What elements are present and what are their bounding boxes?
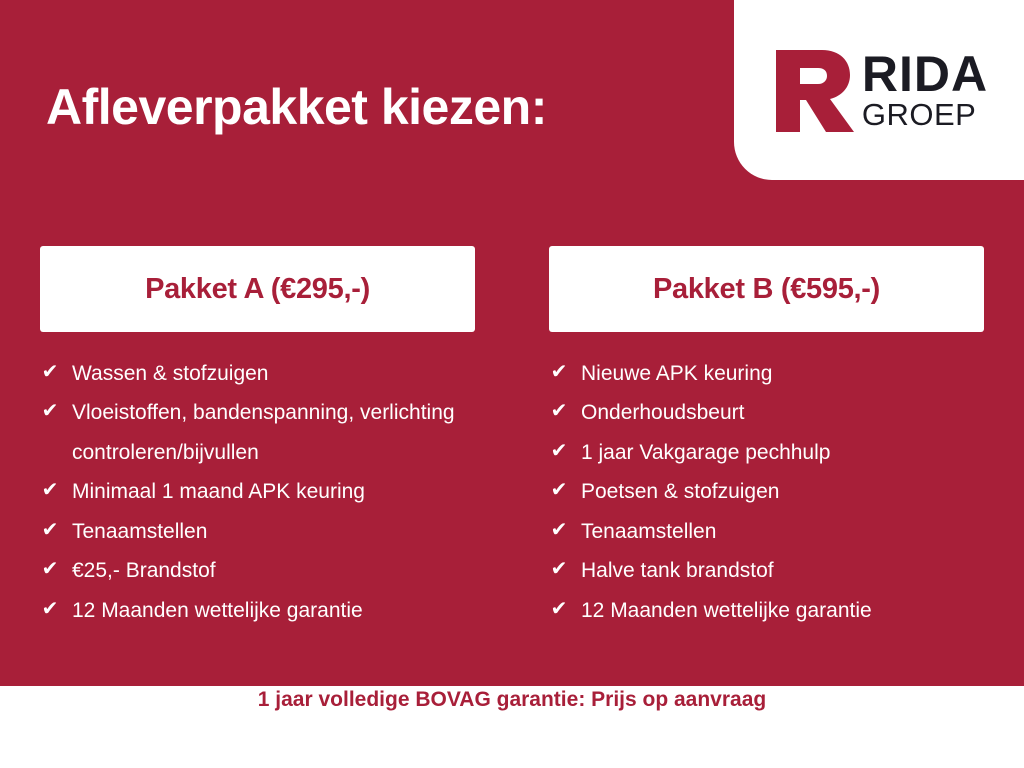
- package-card-a: [40, 246, 475, 630]
- check-icon: ✔: [550, 439, 568, 462]
- brand-logo: [734, 0, 1024, 180]
- list-item: [40, 512, 475, 551]
- package-b-feature-list: [549, 354, 984, 630]
- check-icon: ✔: [41, 361, 59, 383]
- package-a-title: Pakket A (€295,-): [145, 272, 370, 305]
- list-item: [549, 393, 984, 432]
- packages-container: [40, 246, 984, 630]
- list-item: [549, 591, 984, 630]
- list-item: [549, 354, 984, 393]
- list-item-label: €25,- Brandstof: [72, 559, 216, 583]
- package-card-b: [549, 246, 984, 630]
- check-icon: ✔: [41, 400, 59, 423]
- package-a-feature-list: [40, 354, 475, 630]
- list-item: [40, 354, 475, 393]
- brand-name-secondary: GROEP: [861, 97, 977, 133]
- brand-name-primary: RIDA: [861, 45, 989, 102]
- package-a-header: [40, 246, 475, 332]
- list-item: [549, 512, 984, 551]
- check-icon: ✔: [550, 400, 568, 423]
- list-item-label: 12 Maanden wettelijke garantie: [72, 598, 363, 622]
- list-item: [549, 433, 984, 472]
- list-item-label: 12 Maanden wettelijke garantie: [581, 598, 872, 622]
- check-icon: ✔: [550, 518, 568, 541]
- list-item-label: Onderhoudsbeurt: [581, 401, 745, 425]
- check-icon: ✔: [41, 558, 59, 581]
- list-item-label: Minimaal 1 maand APK keuring: [72, 480, 365, 504]
- check-icon: ✔: [550, 479, 568, 502]
- list-item-label: Wassen & stofzuigen: [72, 362, 269, 385]
- check-icon: ✔: [41, 479, 59, 502]
- list-item: [40, 551, 475, 590]
- package-b-title: Pakket B (€595,-): [652, 272, 880, 305]
- rida-r-mark-icon: [770, 44, 856, 136]
- list-item: [549, 472, 984, 511]
- check-icon: ✔: [550, 361, 568, 383]
- list-item-label: Nieuwe APK keuring: [581, 362, 773, 385]
- check-icon: ✔: [550, 558, 568, 581]
- package-b-header: [549, 246, 984, 332]
- page-title: Afleverpakket kiezen:: [46, 79, 547, 135]
- list-item-label: Tenaamstellen: [581, 519, 717, 543]
- list-item-label: Vloeistoffen, bandenspanning, verlichting controleren/bijvullen: [72, 401, 455, 464]
- list-item: [549, 551, 984, 590]
- list-item-label: Poetsen & stofzuigen: [581, 480, 780, 504]
- list-item: [40, 393, 475, 472]
- footer-note: 1 jaar volledige BOVAG garantie: Prijs op aanvraag: [257, 688, 767, 711]
- list-item-label: Halve tank brandstof: [581, 559, 774, 583]
- check-icon: ✔: [41, 518, 59, 541]
- check-icon: ✔: [550, 597, 568, 620]
- check-icon: ✔: [41, 597, 59, 620]
- list-item-label: 1 jaar Vakgarage pechhulp: [581, 440, 831, 464]
- brand-wordmark: [861, 45, 989, 133]
- list-item: [40, 472, 475, 511]
- list-item: [40, 591, 475, 630]
- list-item-label: Tenaamstellen: [72, 519, 208, 543]
